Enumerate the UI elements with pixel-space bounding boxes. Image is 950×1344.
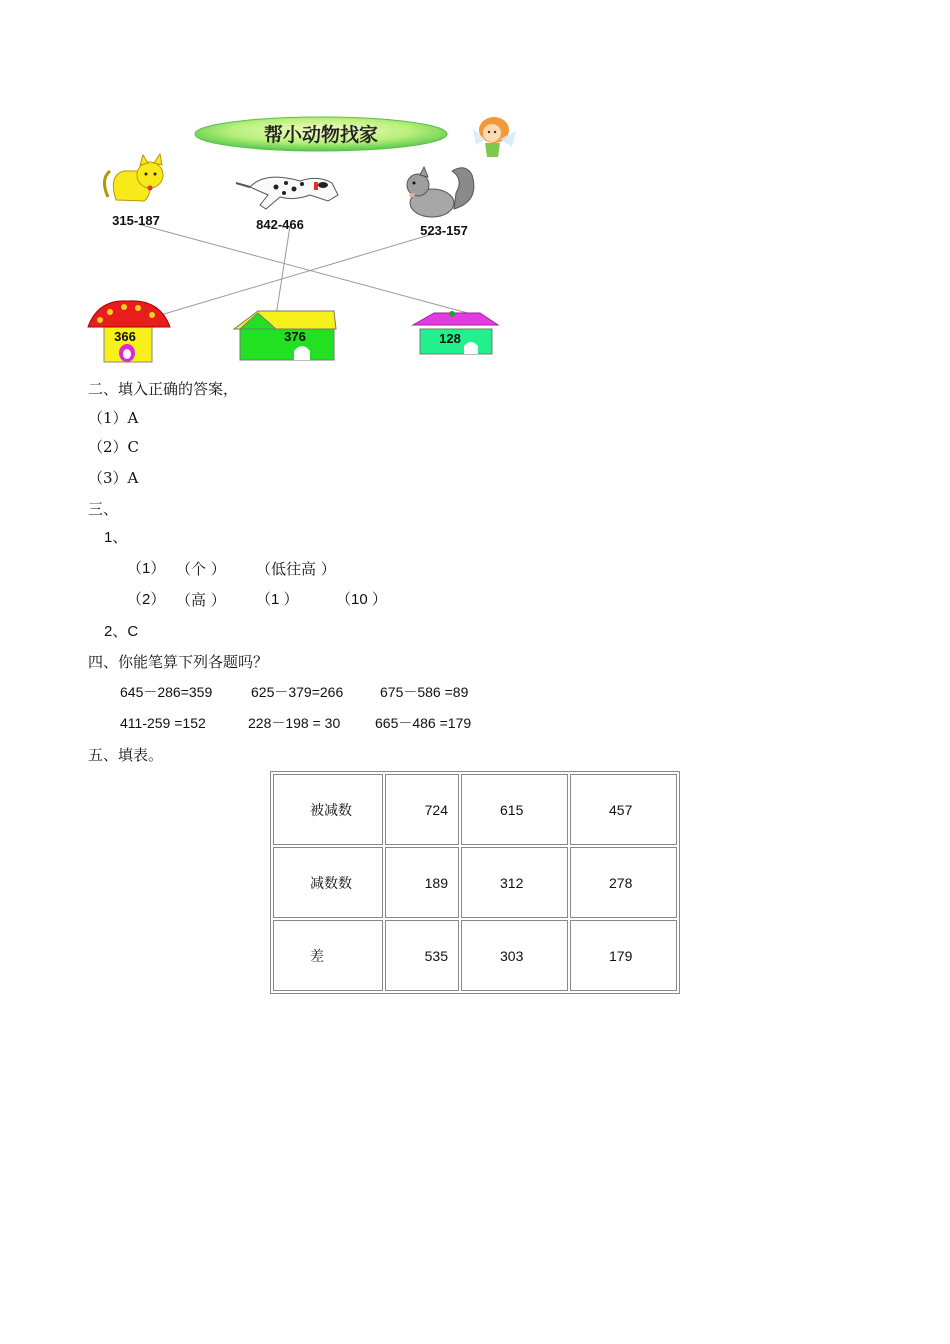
- section3-row2-c: （1 ）: [256, 591, 299, 608]
- table-cell: 179: [570, 920, 677, 991]
- table-row: [273, 920, 677, 991]
- section3-row1-c: （低往高 ）: [256, 560, 336, 578]
- table-cell: 189: [385, 847, 459, 918]
- table-cell: 303: [461, 920, 568, 991]
- section2-answer-2: （2）C: [88, 438, 140, 456]
- section3-row1-b: （个 ）: [176, 560, 226, 578]
- section4-eq-5: 228－198 = 30: [248, 715, 341, 731]
- section3-row2-b: （高 ）: [176, 591, 226, 609]
- table-cell: 差: [273, 920, 383, 991]
- pink-roof-house-value: 128: [439, 331, 461, 346]
- section3-row1-a: （1）: [127, 560, 166, 577]
- figure-title: 帮小动物找家: [263, 124, 379, 146]
- subtraction-table: [270, 771, 680, 994]
- figure-svg: [80, 105, 540, 370]
- section2-answer-3: （3）A: [88, 469, 139, 487]
- connection-lines: [138, 224, 486, 318]
- dog-expr: 842-466: [256, 217, 304, 232]
- section4-title: 四、你能笔算下列各题吗？: [88, 653, 269, 671]
- squirrel-icon: [407, 167, 474, 217]
- section2-answer-1: （1）A: [88, 409, 139, 427]
- fairy-icon: [473, 117, 516, 157]
- table-row: [273, 774, 677, 845]
- table-row: [273, 847, 677, 918]
- cat-icon: [104, 154, 163, 201]
- table-cell: 535: [385, 920, 459, 991]
- mushroom-house-value: 366: [114, 329, 136, 344]
- squirrel-expr: 523-157: [420, 223, 468, 238]
- figure: [80, 105, 540, 370]
- section4-eq-4: 411-259 =152: [120, 715, 206, 731]
- table-cell: 457: [570, 774, 677, 845]
- table-cell: 724: [385, 774, 459, 845]
- section3-row2-d: （10 ）: [336, 591, 387, 608]
- table-cell: 被减数: [273, 774, 383, 845]
- section4-eq-2: 625－379=266: [251, 684, 344, 700]
- table-cell: 278: [570, 847, 677, 918]
- dog-icon: [236, 177, 338, 209]
- section3-row2-a: （2）: [127, 591, 166, 608]
- section5-title: 五、填表。: [88, 746, 164, 764]
- section3-q2: 2、C: [104, 623, 139, 640]
- table-cell: 615: [461, 774, 568, 845]
- section3-q1: 1、: [104, 529, 128, 546]
- table-cell: 312: [461, 847, 568, 918]
- table-cell: 减数数: [273, 847, 383, 918]
- green-house-value: 376: [284, 329, 306, 344]
- section3-title: 三、: [88, 500, 119, 518]
- section4-eq-1: 645－286=359: [120, 684, 213, 700]
- section4-eq-3: 675－586 =89: [380, 684, 469, 700]
- cat-expr: 315-187: [112, 213, 160, 228]
- section2-title: 二、填入正确的答案，: [88, 380, 239, 398]
- section4-eq-6: 665－486 =179: [375, 715, 472, 731]
